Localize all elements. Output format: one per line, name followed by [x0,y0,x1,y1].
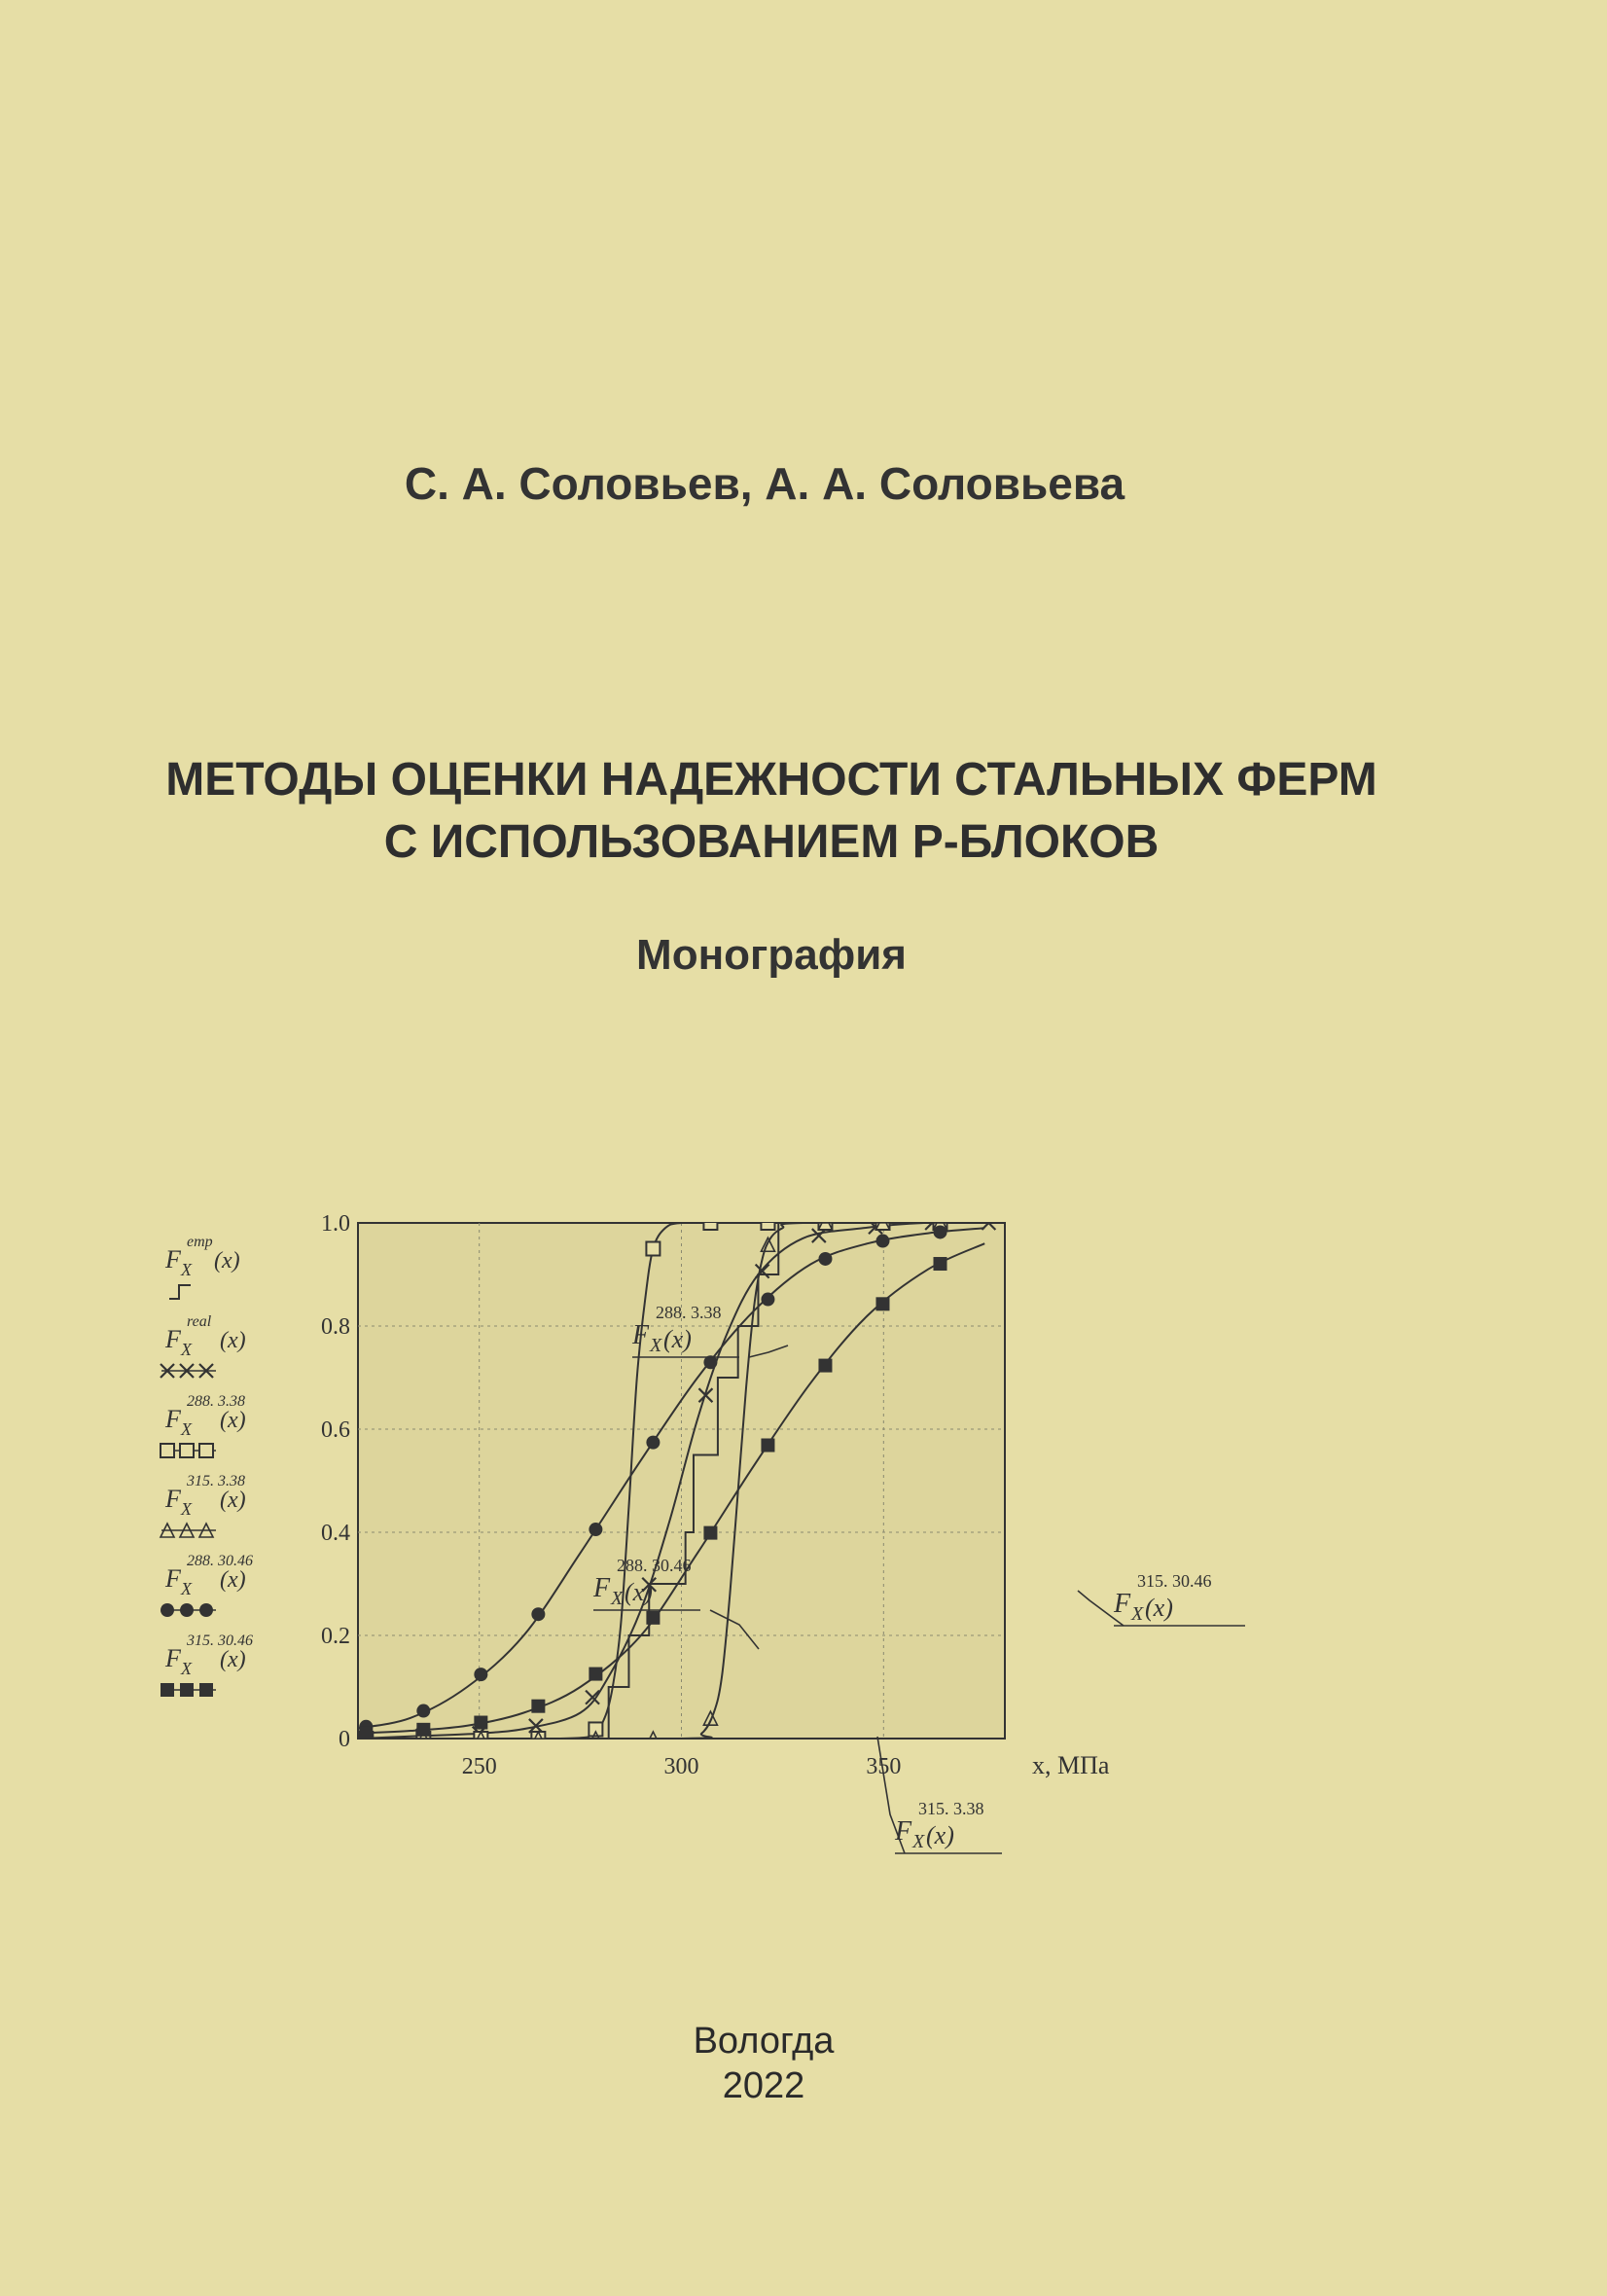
annotation-sub: X [650,1335,662,1356]
subtitle: Монография [636,931,907,979]
legend-sup: 315. 3.38 [187,1473,245,1489]
annotation-sup: 288. 3.38 [656,1303,722,1322]
data-point [934,1257,947,1271]
annotation-sup: 315. 30.46 [1137,1571,1212,1591]
legend-glyph [180,1444,194,1457]
data-point [416,1704,430,1718]
legend-glyph [199,1683,213,1697]
annotation-F: F [895,1816,912,1847]
x-tick-label: 300 [663,1754,699,1779]
annotation-F: F [593,1573,611,1603]
data-point [875,1297,889,1310]
data-point [761,1439,774,1453]
data-point [416,1723,430,1737]
x-tick-label: 350 [866,1754,902,1779]
legend-arg: (x) [214,1248,240,1274]
data-point [646,1611,660,1625]
annotation-arg: (x) [926,1821,954,1849]
x-axis-label: x, МПа [1032,1751,1110,1779]
legend-glyph [169,1285,191,1299]
data-point [818,1252,832,1266]
legend-arg: (x) [220,1567,246,1593]
legend-sup: 315. 30.46 [187,1632,253,1649]
data-point [474,1716,487,1730]
annotation-arg: (x) [663,1325,692,1353]
legend-glyph [161,1603,174,1617]
legend-F: F [165,1564,181,1593]
data-point [875,1235,889,1248]
cdf-chart [136,1192,1420,1852]
legend-F: F [165,1644,181,1672]
legend-glyph [161,1683,174,1697]
legend-sub: X [181,1260,192,1279]
authors: С. А. Соловьев, А. А. Соловьева [404,458,1125,509]
legend-F: F [165,1325,181,1353]
legend-arg: (x) [220,1408,246,1433]
city: Вологда [693,2021,835,2062]
annotation-sup: 315. 3.38 [918,1799,984,1818]
legend-glyph [161,1444,174,1457]
y-tick-label: 0.8 [321,1314,350,1340]
data-point [531,1607,545,1621]
legend-sup: 288. 30.46 [187,1553,253,1569]
x-tick-label: 250 [461,1754,497,1779]
legend-F: F [165,1405,181,1433]
annotation-F: F [1114,1589,1131,1619]
legend-glyph [199,1444,213,1457]
legend-glyph [180,1603,194,1617]
curve-annotation-2 [894,1799,1002,1853]
y-tick-label: 0.2 [321,1624,350,1649]
annotation-sub: X [611,1588,624,1609]
data-point [589,1722,602,1736]
book-title [0,749,1543,874]
annotation-arg: (x) [1145,1594,1173,1622]
data-point [646,1436,660,1450]
y-tick-label: 0.6 [321,1417,350,1443]
y-tick-label: 0.4 [321,1521,350,1546]
annotation-arg: (x) [625,1578,653,1606]
data-point [359,1726,373,1740]
annotation-sup: 288. 30.46 [617,1556,692,1575]
legend-sup: 288. 3.38 [187,1393,245,1410]
data-point [934,1225,947,1238]
data-point [589,1523,602,1536]
data-point [818,1359,832,1373]
title-line-2: С ИСПОЛЬЗОВАНИЕМ Р-БЛОКОВ [383,816,1160,868]
legend-sub: X [181,1659,192,1678]
legend-sub: X [181,1499,192,1519]
legend-sup: real [187,1313,212,1330]
data-point [761,1216,774,1230]
legend-F: F [165,1245,181,1274]
data-point [474,1668,487,1681]
legend-sup: emp [187,1234,213,1250]
legend-arg: (x) [220,1328,246,1353]
legend-glyph [199,1603,213,1617]
year: 2022 [722,2065,805,2106]
legend-sub: X [181,1340,192,1359]
data-point [703,1526,717,1540]
legend [161,1234,253,1697]
data-point [646,1242,660,1256]
publisher-city-year [0,2019,1527,2108]
annotation-sub: X [912,1831,925,1852]
y-tick-label: 1.0 [321,1211,350,1237]
legend-sub: X [181,1579,192,1598]
y-tick-label: 0 [339,1727,350,1752]
data-point [761,1293,774,1307]
legend-F: F [165,1485,181,1513]
title-line-1: МЕТОДЫ ОЦЕНКИ НАДЕЖНОСТИ СТАЛЬНЫХ ФЕРМ [165,754,1377,806]
annotation-F: F [632,1320,650,1350]
curve-annotation-3 [1113,1571,1245,1626]
legend-glyph [180,1683,194,1697]
data-point [531,1700,545,1713]
legend-arg: (x) [220,1488,246,1513]
data-point [703,1216,717,1230]
data-point [589,1668,602,1681]
annotation-sub: X [1131,1603,1144,1625]
legend-arg: (x) [220,1647,246,1672]
legend-sub: X [181,1419,192,1439]
